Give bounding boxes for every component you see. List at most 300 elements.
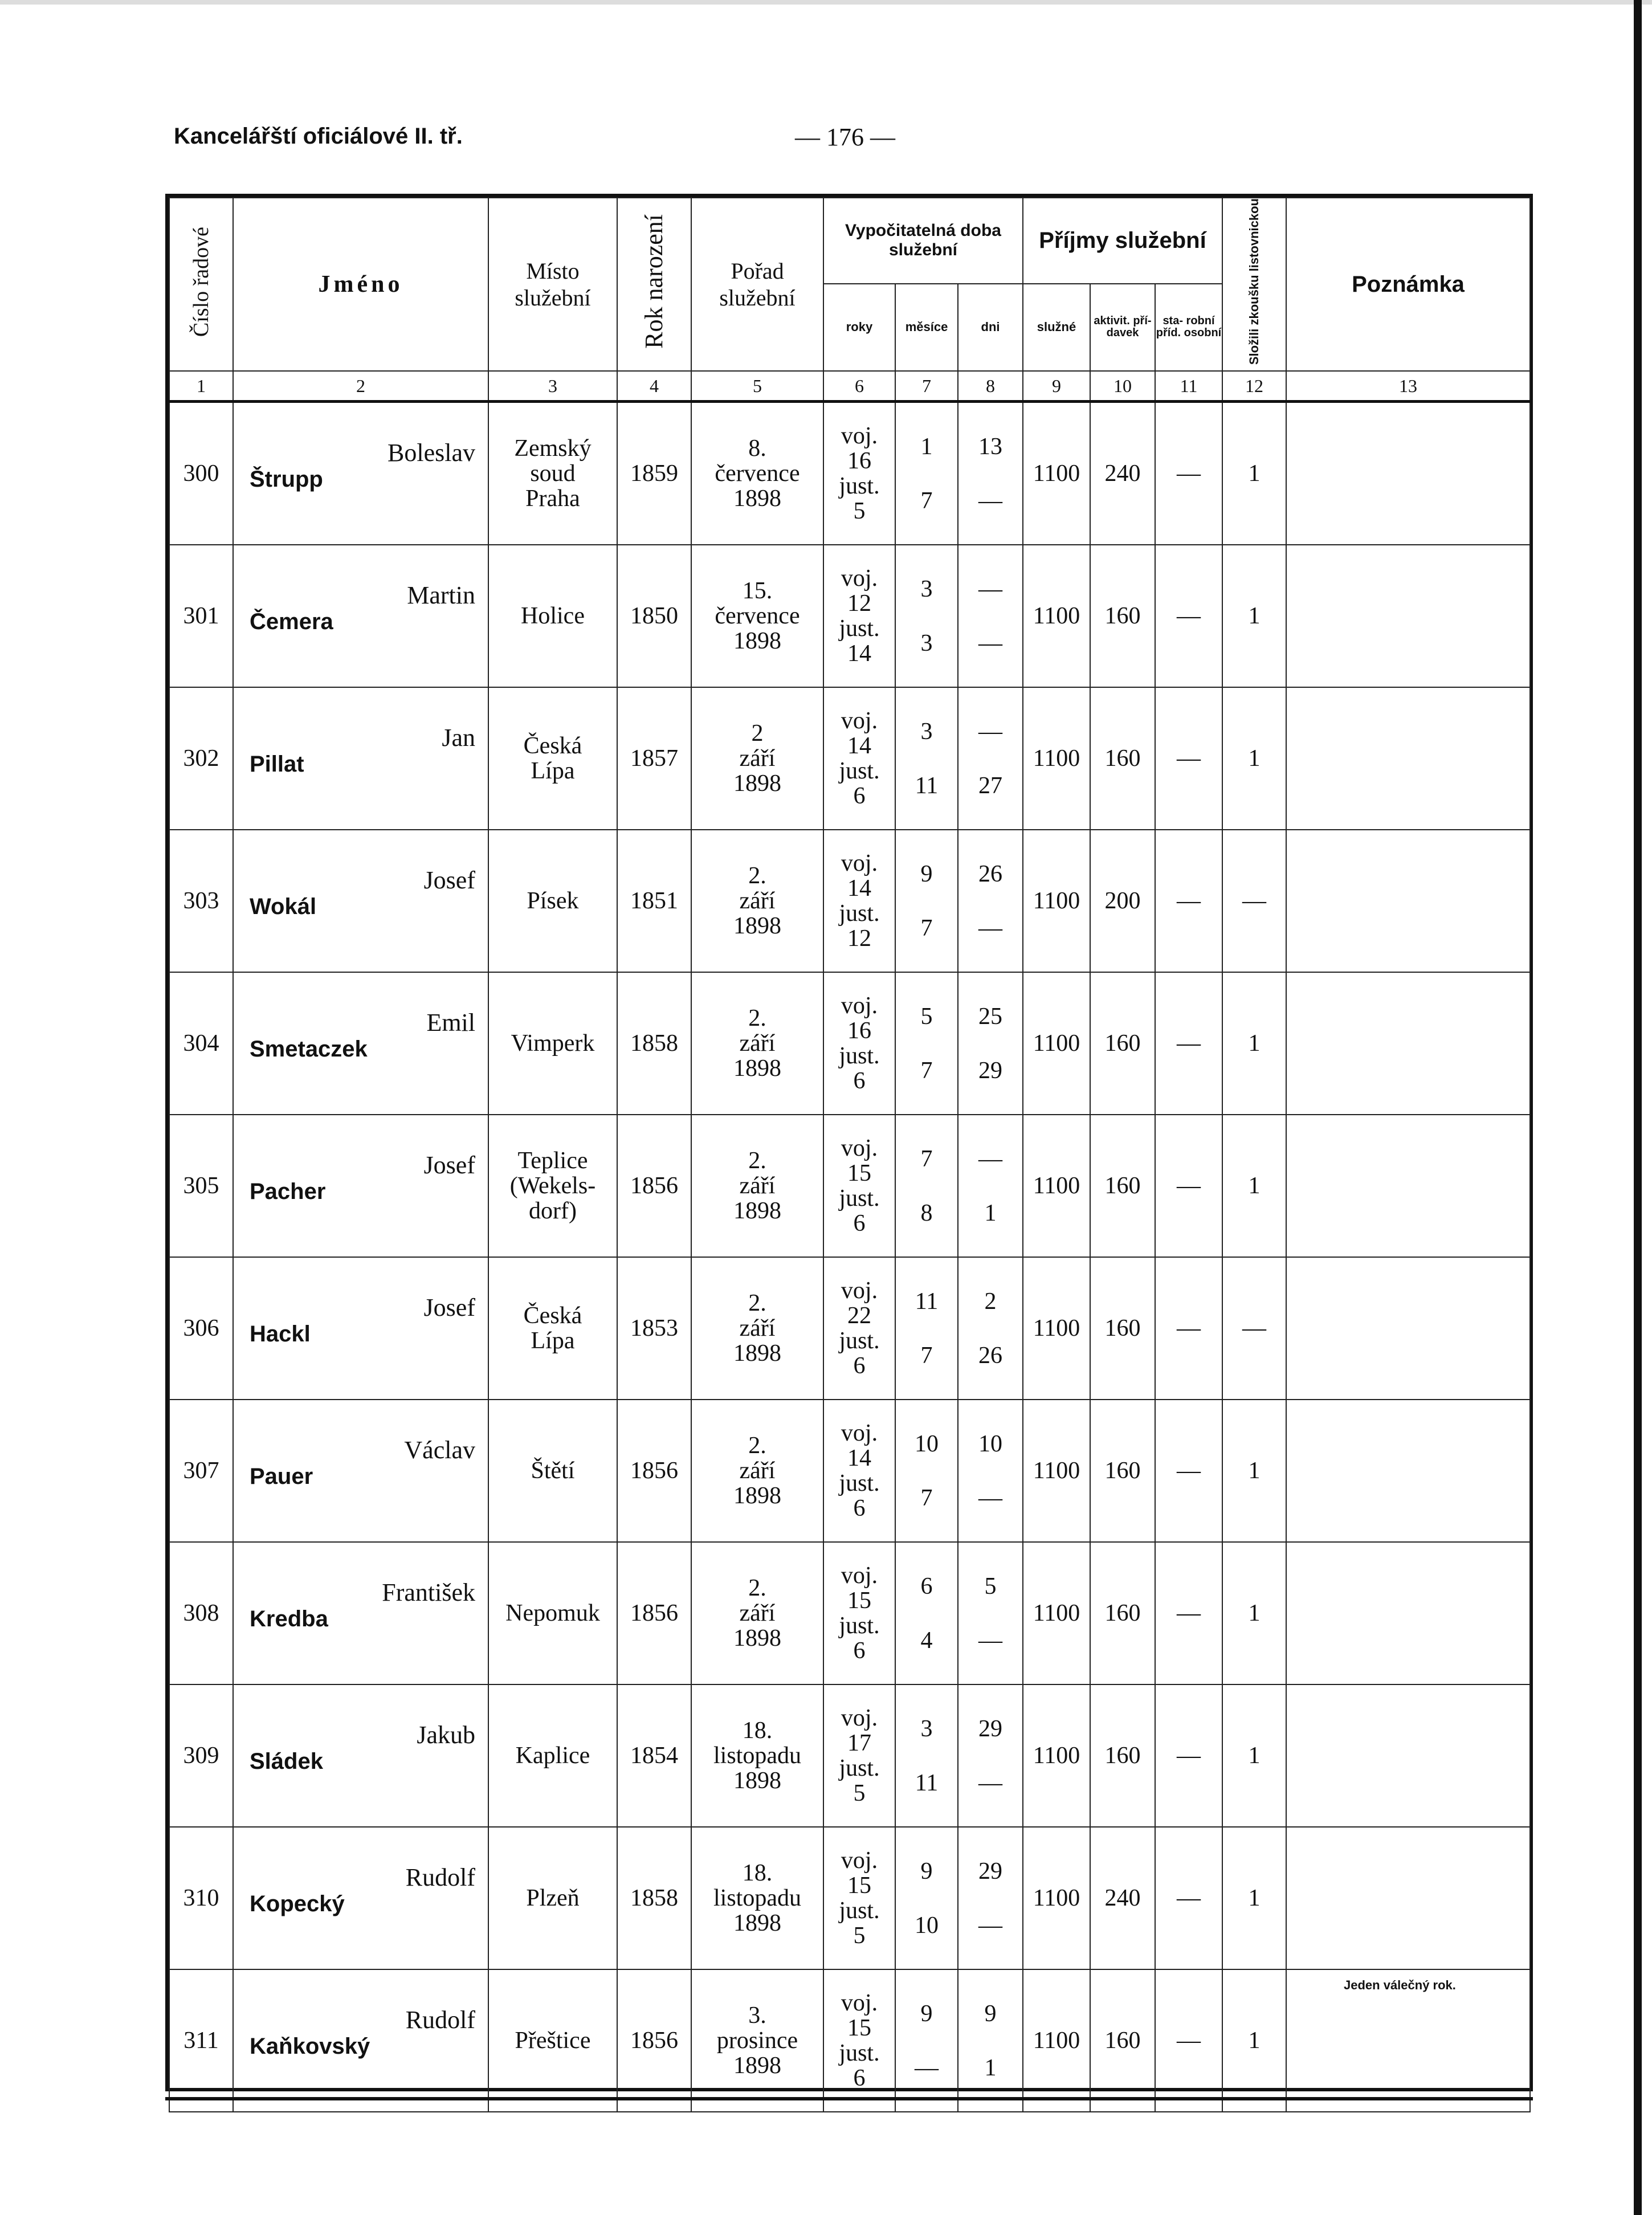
days-value: — <box>978 915 1002 941</box>
exam-cell: 1 <box>1222 1542 1286 1684</box>
order-line: 15. <box>742 578 773 605</box>
months-value: 11 <box>915 1288 939 1315</box>
days-value: 1 <box>984 2054 997 2081</box>
col-header-sluzne: služné <box>1023 284 1090 371</box>
place-cell <box>488 830 617 972</box>
days-value: 5 <box>984 1573 997 1600</box>
page-header <box>174 117 1536 168</box>
months-value: 9 <box>920 2000 933 2027</box>
months-value: 9 <box>920 860 933 887</box>
years-line: just. <box>839 758 880 785</box>
place-line: Česká <box>523 733 582 760</box>
exam-cell: 1 <box>1222 1684 1286 1827</box>
exam-cell: 1 <box>1222 545 1286 687</box>
col-header-aktivit: aktivit. pří- davek <box>1090 284 1155 371</box>
exam-cell: 1 <box>1222 1827 1286 1969</box>
exam-cell: 1 <box>1222 1115 1286 1257</box>
activity-bonus-cell: 160 <box>1090 1257 1155 1400</box>
table-row <box>169 1542 1530 1684</box>
years-line: voj. <box>841 1562 878 1589</box>
years-line: 16 <box>847 1018 871 1045</box>
years-line: just. <box>839 900 880 927</box>
order-cell <box>691 830 823 972</box>
place-line: Nepomuk <box>505 1600 600 1627</box>
salary-cell: 1100 <box>1023 1257 1090 1400</box>
surname: Sládek <box>250 1749 323 1775</box>
months-value: 3 <box>920 718 933 745</box>
place-cell <box>488 1969 617 2112</box>
place-line: Teplice <box>517 1148 588 1174</box>
note-cell <box>1286 545 1530 687</box>
activity-bonus-cell: 160 <box>1090 1684 1155 1827</box>
years-line: 14 <box>847 875 871 902</box>
place-cell <box>488 545 617 687</box>
col-header-slozili: Složili zkoušku listovnickou <box>1222 198 1286 371</box>
row-number: 309 <box>169 1684 233 1827</box>
months-value: 1 <box>920 433 933 460</box>
years-cell <box>823 1969 895 2112</box>
row-number: 308 <box>169 1542 233 1684</box>
place-cell <box>488 1684 617 1827</box>
column-number: 2 <box>233 371 488 402</box>
row-number: 310 <box>169 1827 233 1969</box>
months-value: — <box>915 2054 939 2081</box>
given-name: Jakub <box>417 1721 475 1749</box>
days-value: 29 <box>978 1715 1002 1742</box>
months-value: 7 <box>920 487 933 514</box>
days-value: 1 <box>984 1200 997 1226</box>
months-value: 7 <box>920 1057 933 1084</box>
order-line: září <box>739 745 776 772</box>
years-cell <box>823 1684 895 1827</box>
age-bonus-cell: — <box>1155 1400 1222 1542</box>
surname: Štrupp <box>250 467 323 492</box>
years-line: 6 <box>853 1638 866 1665</box>
age-bonus-cell: — <box>1155 402 1222 545</box>
order-cell <box>691 545 823 687</box>
years-line: voj. <box>841 707 878 734</box>
salary-cell: 1100 <box>1023 1969 1090 2112</box>
given-name: Josef <box>423 866 475 895</box>
salary-cell: 1100 <box>1023 545 1090 687</box>
months-cell <box>895 830 958 972</box>
order-line: 1898 <box>733 1625 781 1652</box>
roster-table-frame <box>165 194 1533 2091</box>
table-row <box>169 830 1530 972</box>
days-value: 29 <box>978 1057 1002 1084</box>
order-line: 2. <box>748 1005 766 1032</box>
months-cell <box>895 545 958 687</box>
order-line: 1898 <box>733 486 781 512</box>
days-cell <box>958 972 1023 1115</box>
years-line: 14 <box>847 1445 871 1472</box>
exam-cell: 1 <box>1222 402 1286 545</box>
order-line: 18. <box>742 1860 773 1887</box>
years-line: 14 <box>847 733 871 760</box>
days-value: — <box>978 1145 1002 1172</box>
order-line: 1898 <box>733 1055 781 1082</box>
birth-year: 1853 <box>617 1257 691 1400</box>
years-line: voj. <box>841 1135 878 1161</box>
row-number: 306 <box>169 1257 233 1400</box>
months-cell <box>895 972 958 1115</box>
years-line: just. <box>839 1043 880 1070</box>
order-cell <box>691 1684 823 1827</box>
birth-year: 1856 <box>617 1115 691 1257</box>
years-line: 22 <box>847 1303 871 1329</box>
years-line: 5 <box>853 1923 866 1949</box>
years-cell <box>823 1400 895 1542</box>
place-line: Zemský <box>514 435 592 462</box>
col-header-roky: roky <box>823 284 895 371</box>
order-line: 1898 <box>733 628 781 655</box>
age-bonus-cell: — <box>1155 1827 1222 1969</box>
given-name: Josef <box>423 1151 475 1180</box>
order-line: 1898 <box>733 913 781 940</box>
order-line: 1898 <box>733 2053 781 2079</box>
table-row <box>169 545 1530 687</box>
order-line: 2. <box>748 1575 766 1602</box>
months-value: 4 <box>920 1627 933 1654</box>
salary-cell: 1100 <box>1023 1827 1090 1969</box>
place-cell <box>488 1827 617 1969</box>
years-line: voj. <box>841 565 878 592</box>
months-cell <box>895 1827 958 1969</box>
page-number: — 176 — <box>795 123 895 151</box>
given-name: Emil <box>426 1009 475 1037</box>
order-line: 2. <box>748 1148 766 1174</box>
days-value: 2 <box>984 1288 997 1315</box>
years-cell <box>823 1542 895 1684</box>
order-line: září <box>739 1173 776 1200</box>
col-header-jmeno: Jméno <box>233 198 488 371</box>
months-value: 7 <box>920 1145 933 1172</box>
exam-cell: 1 <box>1222 1969 1286 2112</box>
years-line: voj. <box>841 422 878 449</box>
days-value: — <box>978 1484 1002 1511</box>
months-value: 11 <box>915 1769 939 1796</box>
months-value: 7 <box>920 1484 933 1511</box>
order-line: 1898 <box>733 1768 781 1794</box>
days-cell <box>958 1115 1023 1257</box>
age-bonus-cell: — <box>1155 1542 1222 1684</box>
place-line: Štětí <box>531 1458 575 1484</box>
table-row <box>169 1827 1530 1969</box>
days-cell <box>958 1400 1023 1542</box>
table-row <box>169 972 1530 1115</box>
months-cell <box>895 687 958 830</box>
table-row <box>169 1115 1530 1257</box>
table-row <box>169 1400 1530 1542</box>
name-cell <box>233 1827 488 1969</box>
order-line: 2. <box>748 1433 766 1459</box>
col-header-cislo: Číslo řadové <box>169 198 233 371</box>
place-line: (Wekels- <box>509 1173 596 1200</box>
exam-cell: — <box>1222 830 1286 972</box>
surname: Pillat <box>250 752 304 777</box>
activity-bonus-cell: 240 <box>1090 402 1155 545</box>
months-value: 3 <box>920 1715 933 1742</box>
note-cell <box>1286 1684 1530 1827</box>
surname: Smetaczek <box>250 1037 368 1062</box>
place-line: Písek <box>527 888 579 915</box>
surname: Pacher <box>250 1179 326 1205</box>
years-line: just. <box>839 615 880 642</box>
order-line: září <box>739 1030 776 1057</box>
years-line: 5 <box>853 1780 866 1807</box>
months-cell <box>895 1257 958 1400</box>
years-line: 5 <box>853 498 866 525</box>
exam-cell: — <box>1222 1257 1286 1400</box>
days-value: — <box>978 718 1002 745</box>
place-line: Praha <box>525 486 580 512</box>
months-value: 11 <box>915 772 939 799</box>
age-bonus-cell: — <box>1155 1684 1222 1827</box>
exam-cell: 1 <box>1222 1400 1286 1542</box>
note-cell <box>1286 830 1530 972</box>
name-cell <box>233 972 488 1115</box>
exam-cell: 1 <box>1222 972 1286 1115</box>
activity-bonus-cell: 160 <box>1090 545 1155 687</box>
days-value: 27 <box>978 772 1002 799</box>
months-value: 7 <box>920 1342 933 1369</box>
days-value: — <box>978 1769 1002 1796</box>
column-number: 11 <box>1155 371 1222 402</box>
order-cell <box>691 1115 823 1257</box>
age-bonus-cell: — <box>1155 1257 1222 1400</box>
order-cell <box>691 1827 823 1969</box>
months-cell <box>895 1115 958 1257</box>
years-line: just. <box>839 1470 880 1497</box>
name-cell <box>233 1542 488 1684</box>
order-line: září <box>739 1600 776 1627</box>
days-value: 26 <box>978 860 1002 887</box>
place-line: dorf) <box>529 1198 577 1225</box>
birth-year: 1858 <box>617 972 691 1115</box>
column-number: 5 <box>691 371 823 402</box>
order-line: 1898 <box>733 770 781 797</box>
salary-cell: 1100 <box>1023 830 1090 972</box>
months-value: 10 <box>915 1912 939 1939</box>
days-value: 29 <box>978 1858 1002 1884</box>
note-cell <box>1286 1827 1530 1969</box>
salary-cell: 1100 <box>1023 687 1090 830</box>
years-cell <box>823 1827 895 1969</box>
surname: Kredba <box>250 1606 328 1632</box>
order-line: listopadu <box>713 1885 801 1912</box>
col-header-poznamka: Poznámka <box>1286 198 1530 371</box>
note-cell <box>1286 687 1530 830</box>
place-cell <box>488 972 617 1115</box>
name-cell <box>233 1684 488 1827</box>
order-line: listopadu <box>713 1743 801 1769</box>
given-name: Boleslav <box>387 439 475 467</box>
table-row <box>169 1684 1530 1827</box>
years-cell <box>823 1115 895 1257</box>
salary-cell: 1100 <box>1023 402 1090 545</box>
order-line: 2. <box>748 1290 766 1317</box>
activity-bonus-cell: 200 <box>1090 830 1155 972</box>
order-line: 2 <box>751 720 764 747</box>
order-line: července <box>715 603 800 630</box>
salary-cell: 1100 <box>1023 1684 1090 1827</box>
age-bonus-cell: — <box>1155 830 1222 972</box>
name-cell <box>233 687 488 830</box>
years-line: 6 <box>853 783 866 810</box>
order-line: 8. <box>748 435 766 462</box>
years-cell <box>823 687 895 830</box>
days-value: — <box>978 576 1002 602</box>
activity-bonus-cell: 240 <box>1090 1827 1155 1969</box>
col-header-prijmy: Příjmy služební <box>1023 198 1222 284</box>
order-line: července <box>715 460 800 487</box>
place-line: Lípa <box>531 1328 575 1355</box>
years-cell <box>823 830 895 972</box>
age-bonus-cell: — <box>1155 1115 1222 1257</box>
years-line: just. <box>839 1185 880 1212</box>
birth-year: 1859 <box>617 402 691 545</box>
years-line: 16 <box>847 448 871 475</box>
days-cell <box>958 1969 1023 2112</box>
note-cell <box>1286 1257 1530 1400</box>
col-header-misto: Místo služební <box>488 198 617 371</box>
given-name: František <box>382 1578 475 1607</box>
table-row <box>169 1257 1530 1400</box>
activity-bonus-cell: 160 <box>1090 1115 1155 1257</box>
row-number: 304 <box>169 972 233 1115</box>
place-line: Plzeň <box>526 1885 580 1912</box>
surname: Čemera <box>250 609 333 635</box>
place-line: Holice <box>521 603 585 630</box>
table-row <box>169 687 1530 830</box>
birth-year: 1857 <box>617 687 691 830</box>
activity-bonus-cell: 160 <box>1090 1542 1155 1684</box>
days-cell <box>958 545 1023 687</box>
order-line: 18. <box>742 1718 773 1744</box>
years-line: 6 <box>853 1210 866 1237</box>
months-cell <box>895 1969 958 2112</box>
months-value: 9 <box>920 1858 933 1884</box>
years-line: 12 <box>847 590 871 617</box>
years-line: voj. <box>841 1704 878 1731</box>
col-header-dni: dni <box>958 284 1023 371</box>
years-cell <box>823 972 895 1115</box>
months-value: 5 <box>920 1003 933 1030</box>
months-value: 3 <box>920 630 933 656</box>
salary-cell: 1100 <box>1023 1400 1090 1542</box>
years-line: 17 <box>847 1730 871 1757</box>
years-line: voj. <box>841 1419 878 1446</box>
days-cell <box>958 1827 1023 1969</box>
years-line: just. <box>839 1613 880 1639</box>
name-cell <box>233 1969 488 2112</box>
activity-bonus-cell: 160 <box>1090 1969 1155 2112</box>
order-cell <box>691 972 823 1115</box>
order-line: září <box>739 888 776 915</box>
place-cell <box>488 402 617 545</box>
age-bonus-cell: — <box>1155 1969 1222 2112</box>
years-line: just. <box>839 2040 880 2067</box>
days-value: — <box>978 487 1002 514</box>
years-cell <box>823 1257 895 1400</box>
column-number: 13 <box>1286 371 1530 402</box>
col-header-porad: Pořad služební <box>691 198 823 371</box>
table-bottom-rule <box>165 2097 1533 2100</box>
row-number: 300 <box>169 402 233 545</box>
order-cell <box>691 1400 823 1542</box>
note-cell <box>1286 1400 1530 1542</box>
surname: Hackl <box>250 1321 311 1347</box>
years-line: voj. <box>841 1277 878 1304</box>
age-bonus-cell: — <box>1155 972 1222 1115</box>
col-header-mesice: měsíce <box>895 284 958 371</box>
years-line: 15 <box>847 1160 871 1187</box>
surname: Kaňkovský <box>250 2034 370 2059</box>
days-value: 9 <box>984 2000 997 2027</box>
months-cell <box>895 1684 958 1827</box>
days-value: 25 <box>978 1003 1002 1030</box>
birth-year: 1854 <box>617 1684 691 1827</box>
roster-table <box>169 197 1531 2112</box>
years-line: just. <box>839 473 880 500</box>
place-line: soud <box>530 460 576 487</box>
order-cell <box>691 1969 823 2112</box>
place-cell <box>488 1257 617 1400</box>
column-number: 3 <box>488 371 617 402</box>
birth-year: 1856 <box>617 1400 691 1542</box>
place-cell <box>488 1542 617 1684</box>
age-bonus-cell: — <box>1155 687 1222 830</box>
name-cell <box>233 545 488 687</box>
salary-cell: 1100 <box>1023 972 1090 1115</box>
years-line: 15 <box>847 1588 871 1614</box>
years-line: 14 <box>847 641 871 667</box>
order-line: 1898 <box>733 1483 781 1510</box>
years-line: 15 <box>847 1873 871 1899</box>
days-value: — <box>978 630 1002 656</box>
given-name: Martin <box>407 581 475 610</box>
years-line: 6 <box>853 1068 866 1095</box>
given-name: Josef <box>423 1294 475 1322</box>
months-value: 3 <box>920 576 933 602</box>
note-cell <box>1286 402 1530 545</box>
note-cell <box>1286 1969 1530 2112</box>
months-value: 10 <box>915 1430 939 1457</box>
order-line: 2. <box>748 863 766 890</box>
years-cell <box>823 545 895 687</box>
name-cell <box>233 402 488 545</box>
note-cell <box>1286 972 1530 1115</box>
row-number: 303 <box>169 830 233 972</box>
years-line: 12 <box>847 925 871 952</box>
surname: Kopecký <box>250 1891 345 1917</box>
table-row <box>169 402 1530 545</box>
years-line: just. <box>839 1328 880 1355</box>
days-cell <box>958 402 1023 545</box>
years-cell <box>823 402 895 545</box>
order-cell <box>691 1257 823 1400</box>
order-line: září <box>739 1458 776 1484</box>
section-title: Kancelářští oficiálové II. tř. <box>174 124 463 149</box>
surname: Pauer <box>250 1464 313 1490</box>
given-name: Václav <box>404 1436 475 1465</box>
surname: Wokál <box>250 894 317 920</box>
days-value: 10 <box>978 1430 1002 1457</box>
days-value: — <box>978 1912 1002 1939</box>
years-line: voj. <box>841 850 878 876</box>
order-line: září <box>739 1315 776 1342</box>
place-line: Česká <box>523 1303 582 1329</box>
